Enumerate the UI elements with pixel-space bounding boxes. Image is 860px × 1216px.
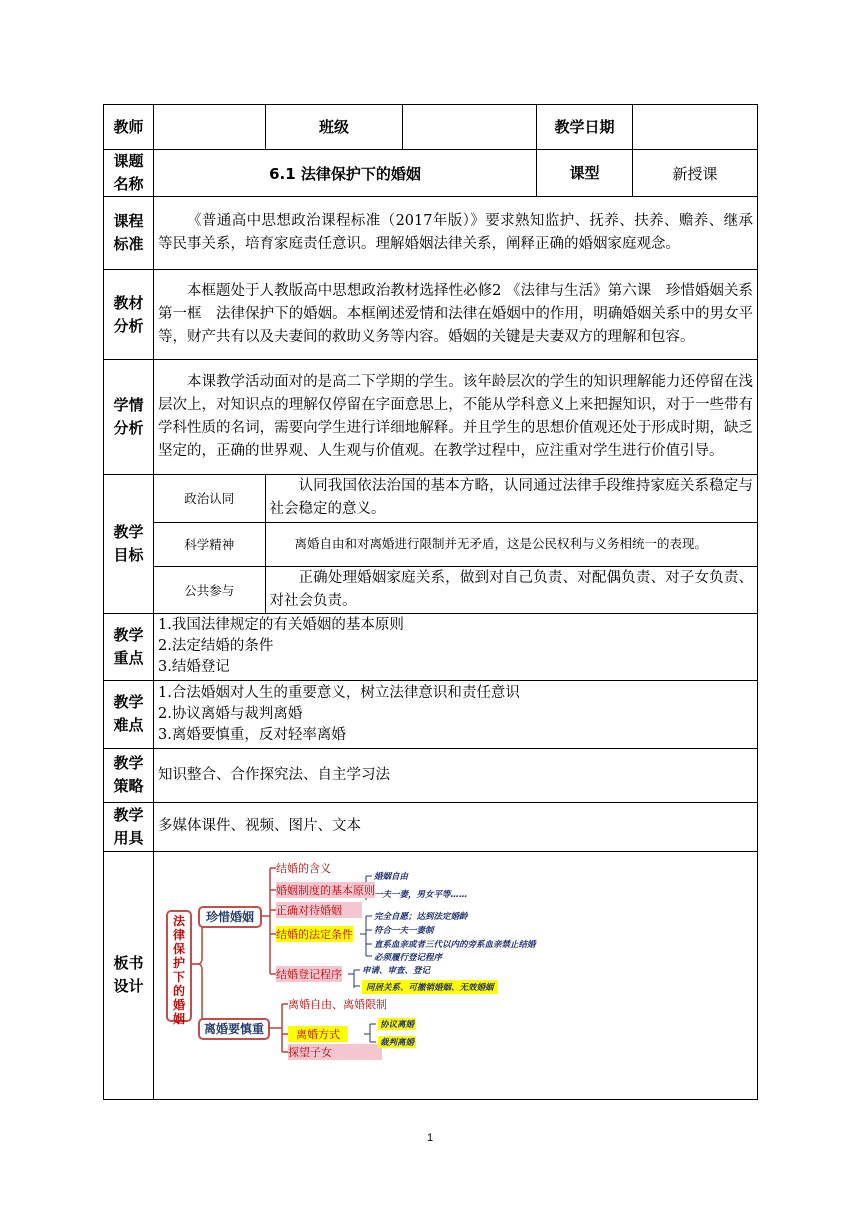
- mindmap-item: 离婚自由、离婚限制: [288, 997, 387, 1011]
- goal-text: 正确处理婚姻家庭关系，做到对自己负责、对配偶负责、对子女负责、对社会负责。: [269, 569, 753, 609]
- topic-value: 6.1 法律保护下的婚姻: [154, 150, 537, 197]
- list-item: 1.合法婚姻对人生的重要意义，树立法律意识和责任意识: [158, 684, 520, 701]
- students-label: 学情 分析: [104, 360, 154, 475]
- goals-label: 教学 目标: [104, 475, 154, 614]
- lesson-type-label: 课型: [537, 150, 633, 197]
- list-item: 2.法定结婚的条件: [158, 638, 274, 654]
- mindmap-item: 结婚的含义: [276, 861, 331, 875]
- goal-text: 离婚自由和对离婚进行限制并无矛盾，这是公民权利与义务相统一的表现。: [265, 522, 757, 566]
- mindmap-item: 离婚方式: [288, 1026, 348, 1042]
- mindmap-leaf: 协议离婚: [380, 1019, 415, 1030]
- strategy-text: 知识整合、合作探究法、自主学习法: [154, 748, 758, 802]
- list-item: 1.我国法律规定的有关婚姻的基本原则: [158, 617, 404, 633]
- board-label: 板书 设计: [104, 851, 154, 1099]
- mindmap-leaf: 同居关系、可撤销婚姻、无效婚姻: [362, 980, 498, 994]
- goal-name: 科学精神: [154, 522, 265, 566]
- page-number: 1: [426, 1132, 434, 1144]
- mindmap-leaf: 符合一夫一妻制: [374, 925, 434, 936]
- mindmap-leaf: 必须履行登记程序: [374, 952, 443, 963]
- teacher-label: 教师: [104, 105, 154, 150]
- lesson-plan-table: [103, 104, 782, 1100]
- list-item: 3.结婚登记: [158, 659, 230, 675]
- difficulties-list: [154, 680, 758, 748]
- topic-label: 课题 名称: [104, 150, 154, 197]
- keypoints-list: [154, 613, 758, 680]
- mindmap-root: 法律保护下的婚姻: [166, 910, 192, 1022]
- mindmap-leaf: 一夫一妻，男女平等……: [374, 889, 468, 900]
- goals-cell: [154, 475, 758, 614]
- list-item: 2.协议离婚与裁判离婚: [158, 705, 303, 722]
- mindmap-branch-cherish: 珍惜婚姻: [198, 906, 262, 928]
- mindmap-leaf: 裁判离婚: [380, 1037, 415, 1048]
- goals-table: [154, 475, 757, 613]
- mindmap-leaf: 婚姻自由: [374, 871, 409, 882]
- goal-text: 认同我国依法治国的基本方略，认同通过法律手段维持家庭关系稳定与社会稳定的意义。: [265, 475, 757, 522]
- mindmap-leaf: 申请、审查、登记: [362, 965, 431, 976]
- class-label: 班级: [266, 105, 403, 150]
- tools-label: 教学 用具: [104, 802, 154, 851]
- goal-name: 公共参与: [154, 566, 265, 613]
- mindmap-item: 探望子女: [288, 1044, 382, 1060]
- tools-text: 多媒体课件、视频、图片、文本: [154, 802, 758, 851]
- standard-text: 《普通高中思想政治课程标准（2017年版）》要求熟知监护、抚养、扶养、赡养、继承等民事关系，培育家庭责任意识。理解婚姻法律关系，阐释正确的婚姻家庭观念。: [154, 197, 758, 270]
- mindmap-item: 正确对待婚姻: [276, 902, 362, 918]
- difficulties-label: 教学 难点: [104, 680, 154, 748]
- mindmap-item: 结婚登记程序: [276, 967, 342, 981]
- standard-label: 课程 标准: [104, 197, 154, 270]
- mindmap-item: 结婚的法定条件: [276, 927, 353, 941]
- class-value: [403, 105, 537, 150]
- students-text: 本课教学活动面对的是高二下学期的学生。该年龄层次的学生的知识理解能力还停留在浅层次上，对知识点的理解仅停留在字面意思上，不能从学科意义上来把握知识，对于一些带有学科性质的名词，需要向学生进行详细地解释。并且学生的思想价值观还处于形成时期，缺乏坚定的，正确的世界观、人生观与价值观。在教学过程中，应注重对学生进行价值引导。: [154, 360, 758, 475]
- keypoints-label: 教学 重点: [104, 613, 154, 680]
- mindmap-leaf: 直系血亲或者三代以内的旁系血亲禁止结婚: [374, 939, 536, 950]
- board-mindmap: [154, 852, 754, 1092]
- date-label: 教学日期: [537, 105, 633, 150]
- board-design-cell: [154, 851, 758, 1099]
- teacher-value: [154, 105, 266, 150]
- mindmap-leaf: 完全自愿；达到法定婚龄: [374, 911, 468, 922]
- date-value: [633, 105, 758, 150]
- strategy-label: 教学 策略: [104, 748, 154, 802]
- lesson-type-value: 新授课: [633, 150, 758, 197]
- list-item: 3.离婚要慎重，反对轻率离婚: [158, 726, 346, 743]
- material-label: 教材 分析: [104, 270, 154, 360]
- material-text: 本框题处于人教版高中思想政治教材选择性必修2 《法律与生活》第六课 珍惜婚姻关系 第一框 法律保护下的婚姻。本框阐述爱情和法律在婚姻中的作用，明确婚姻关系中的男女平等，财产共有以及夫妻间的救助义务等内容。婚姻的关键是夫妻双方的理解和包容。: [154, 270, 758, 360]
- goal-name: 政治认同: [154, 475, 265, 522]
- mindmap-branch-divorce: 离婚要慎重: [198, 1018, 270, 1040]
- mindmap-item: 婚姻制度的基本原则: [276, 883, 375, 897]
